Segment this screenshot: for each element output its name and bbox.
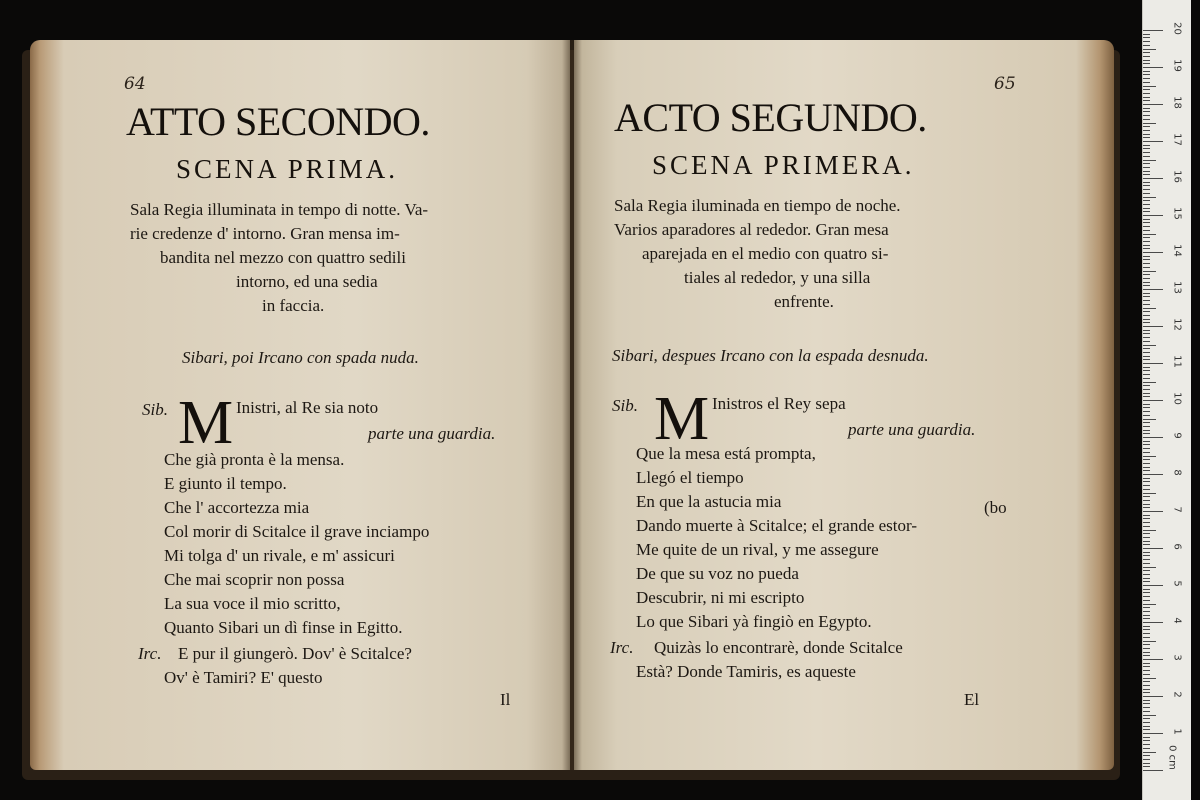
verse-line: Che mai scoprir non possa [164,570,345,589]
ruler-tick [1143,389,1150,390]
verse-line: Mi tolga d' un rivale, e m' assicuri [164,546,395,565]
ruler-label: 20 [1171,22,1183,35]
ruler-tick [1143,611,1150,612]
ruler-tick [1143,759,1150,760]
verse-line: Ov' è Tamiri? E' questo [164,668,323,687]
ruler-tick [1143,189,1150,190]
ruler-label: 2 [1171,691,1183,698]
ruler-tick [1143,489,1150,490]
verse-line: Quanto Sibari un dì finse in Egitto. [164,618,403,637]
ruler-label: 12 [1171,318,1183,331]
ruler-tick [1143,82,1150,83]
ruler-tick [1143,104,1163,105]
ruler-tick [1143,163,1150,164]
ruler-tick [1143,411,1150,412]
ruler-tick [1143,500,1150,501]
ruler-tick [1143,293,1150,294]
verse-line: Està? Donde Tamiris, es aqueste [636,662,856,681]
ruler-tick [1143,463,1150,464]
ruler-tick [1143,685,1150,686]
verse-line: Inistros el Rey sepa [712,394,846,413]
scene-heading-right: SCENA PRIMERA. [652,150,915,180]
ruler-tick [1143,574,1150,575]
ruler-tick [1143,56,1150,57]
ruler-tick [1143,763,1150,764]
measuring-ruler [1142,0,1191,800]
ruler-tick [1143,433,1150,434]
verse-line: De que su voz no pueda [636,564,799,583]
ruler-tick [1143,63,1150,64]
ruler-tick [1143,126,1150,127]
ruler-tick [1143,134,1150,135]
catchword-left: Il [500,690,511,709]
act-heading-right: ACTO SEGUNDO. [614,95,927,140]
ruler-tick [1143,348,1150,349]
ruler-tick [1143,511,1163,512]
ruler-tick [1143,326,1163,327]
ruler-tick [1143,737,1150,738]
drop-cap-left: M [178,389,234,457]
ruler-tick [1143,715,1156,716]
ruler-label: 17 [1171,133,1183,146]
ruler-tick [1143,41,1150,42]
ruler-tick [1143,137,1150,138]
ruler-tick [1143,319,1150,320]
ruler-label: 14 [1171,244,1183,257]
ruler-tick [1143,659,1163,660]
ruler-tick [1143,141,1163,142]
ruler-tick [1143,663,1150,664]
ruler-tick [1143,641,1156,642]
ruler-label: 3 [1171,654,1183,661]
ruler-tick [1143,296,1150,297]
ruler-tick [1143,45,1150,46]
ruler-tick [1143,178,1163,179]
ruler-tick [1143,248,1150,249]
ruler-tick [1143,363,1163,364]
ruler-label: 1 [1171,728,1183,735]
ruler-tick [1143,108,1150,109]
ruler-tick [1143,604,1156,605]
ruler-tick [1143,722,1150,723]
ruler-tick [1143,285,1150,286]
verse-line: E pur il giungerò. Dov' è Scitalce? [178,644,412,663]
ruler-tick [1143,533,1150,534]
ruler-tick [1143,452,1150,453]
stage-direction-line: intorno, ed una sedia [236,272,378,291]
ruler-tick [1143,256,1150,257]
ruler-tick [1143,555,1150,556]
verse-line: Me quite de un rival, y me assegure [636,540,879,559]
ruler-tick [1143,674,1150,675]
verse-line: Che già pronta è la mensa. [164,450,345,469]
ruler-tick [1143,629,1150,630]
page-number-left: 64 [124,74,146,94]
ruler-tick [1143,396,1150,397]
ruler-tick [1143,696,1163,697]
ruler-tick [1143,637,1150,638]
ruler-tick [1143,204,1150,205]
ruler-tick [1143,252,1163,253]
ruler-tick [1143,430,1150,431]
ruler-label: 5 [1171,580,1183,587]
ruler-tick [1143,444,1150,445]
ruler-tick [1143,537,1150,538]
ruler-tick [1143,34,1150,35]
ruler-tick [1143,548,1163,549]
ruler-tick [1143,308,1156,309]
ruler-tick [1143,30,1163,31]
ruler-tick [1143,633,1150,634]
ruler-tick [1143,304,1150,305]
ruler-tick [1143,729,1150,730]
stage-direction-line: enfrente. [774,292,834,311]
ruler-tick [1143,770,1163,771]
ruler-tick [1143,456,1156,457]
ruler-tick [1143,241,1150,242]
ruler-tick [1143,596,1150,597]
ruler-tick [1143,496,1150,497]
ruler-label: 0 cm [1166,745,1178,770]
ruler-tick [1143,245,1150,246]
ruler-tick [1143,518,1150,519]
ruler-tick [1143,322,1150,323]
ruler-tick [1143,167,1150,168]
ruler-tick [1143,60,1150,61]
stage-direction-line: in faccia. [262,296,325,315]
catchword-right: El [964,690,980,709]
book-gutter [562,40,582,770]
ruler-label: 7 [1171,506,1183,513]
left-page [30,40,570,770]
ruler-tick [1143,766,1150,767]
ruler-label: 10 [1171,392,1183,405]
verse-line: Dando muerte à Scitalce; el grande estor- [636,516,917,535]
ruler-tick [1143,652,1150,653]
ruler-tick [1143,330,1150,331]
ruler-tick [1143,681,1150,682]
ruler-tick [1143,71,1150,72]
ruler-tick [1143,589,1150,590]
ruler-tick [1143,467,1150,468]
ruler-tick [1143,300,1150,301]
ruler-tick [1143,67,1163,68]
ruler-tick [1143,282,1150,283]
ruler-tick [1143,200,1150,201]
ruler-tick [1143,733,1163,734]
ruler-tick [1143,315,1150,316]
ruler-label: 13 [1171,281,1183,294]
ruler-tick [1143,692,1150,693]
ruler-tick [1143,400,1163,401]
stage-direction-line: tiales al rededor, y una silla [684,268,871,287]
verse-line: Que la mesa está prompta, [636,444,816,463]
ruler-tick [1143,78,1150,79]
aside-direction: parte una guardia. [368,424,496,443]
ruler-tick [1143,274,1150,275]
act-heading-left: ATTO SECONDO. [126,99,430,144]
verse-line: Descubrir, ni mi escripto [636,588,805,607]
ruler-tick [1143,481,1150,482]
ruler-tick [1143,359,1150,360]
ruler-tick [1143,393,1150,394]
ruler-tick [1143,752,1156,753]
ruler-tick [1143,97,1150,98]
ruler-tick [1143,700,1150,701]
ruler-tick [1143,485,1150,486]
ruler-tick [1143,530,1156,531]
ruler-tick [1143,544,1150,545]
verse-line: Llegó el tiempo [636,468,744,487]
right-page [574,40,1114,770]
ruler-tick [1143,237,1150,238]
ruler-tick [1143,52,1150,53]
ruler-tick [1143,578,1150,579]
ruler-tick [1143,522,1150,523]
ruler-tick [1143,226,1150,227]
speaker-label: Sib. [142,400,168,419]
ruler-tick [1143,278,1150,279]
ruler-tick [1143,352,1150,353]
ruler-tick [1143,337,1150,338]
ruler-tick [1143,689,1150,690]
ruler-tick [1143,93,1150,94]
ruler-tick [1143,148,1150,149]
ruler-tick [1143,374,1150,375]
page-number-right: 65 [994,74,1016,94]
ruler-tick [1143,289,1163,290]
ruler-tick [1143,185,1150,186]
ruler-tick [1143,271,1156,272]
ruler-tick [1143,89,1150,90]
stage-direction-line: Sala Regia illuminata in tempo di notte. Va- [130,200,429,219]
ruler-label: 18 [1171,96,1183,109]
ruler-tick [1143,49,1156,50]
ruler-tick [1143,615,1150,616]
ruler-tick [1143,655,1150,656]
ruler-tick [1143,382,1156,383]
ruler-tick [1143,567,1156,568]
ruler-tick [1143,744,1150,745]
verse-line: Che l' accortezza mia [164,498,310,517]
ruler-tick [1143,670,1150,671]
ruler-tick [1143,592,1150,593]
ruler-tick [1143,111,1150,112]
drop-cap-right: M [654,385,710,453]
ruler-tick [1143,341,1150,342]
ruler-tick [1143,648,1150,649]
characters-line-left: Sibari, poi Ircano con spada nuda. [182,348,419,367]
speaker-label: Irc. [138,644,162,663]
ruler-tick [1143,182,1150,183]
ruler-tick [1143,515,1150,516]
ruler-tick [1143,552,1150,553]
verse-line: Lo que Sibari yà fingiò en Egypto. [636,612,872,631]
ruler-tick [1143,345,1156,346]
ruler-tick [1143,441,1150,442]
ruler-tick [1143,259,1150,260]
verse-line: La sua voce il mio scritto, [164,594,341,613]
ruler-label: 19 [1171,59,1183,72]
ruler-tick [1143,718,1150,719]
characters-line-right: Sibari, despues Ircano con la espada desnuda. [612,346,929,365]
ruler-tick [1143,215,1163,216]
ruler-tick [1143,171,1150,172]
ruler-tick [1143,740,1150,741]
stage-direction-line: Varios aparadores al rededor. Gran mesa [614,220,889,239]
ruler-label: 4 [1171,617,1183,624]
ruler-tick [1143,100,1150,101]
ruler-tick [1143,407,1150,408]
ruler-tick [1143,356,1150,357]
ruler-tick [1143,581,1150,582]
stage-direction-line: Sala Regia iluminada en tiempo de noche. [614,196,901,215]
ruler-tick [1143,404,1150,405]
ruler-tick [1143,622,1163,623]
speaker-label: Irc. [610,638,634,657]
ruler-tick [1143,86,1156,87]
ruler-tick [1143,470,1150,471]
ruler-tick [1143,193,1150,194]
ruler-tick [1143,222,1150,223]
ruler-tick [1143,378,1150,379]
ruler-tick [1143,422,1150,423]
stage-direction-line: rie credenze d' intorno. Gran mensa im- [130,224,400,243]
ruler-tick [1143,130,1150,131]
ruler-tick [1143,607,1150,608]
ruler-tick [1143,448,1150,449]
ruler-tick [1143,526,1150,527]
ruler-tick [1143,367,1150,368]
ruler-tick [1143,504,1150,505]
ruler-tick [1143,156,1150,157]
ruler-tick [1143,703,1150,704]
ruler-tick [1143,474,1163,475]
ruler-tick [1143,493,1156,494]
ruler-tick [1143,123,1156,124]
ruler-tick [1143,755,1150,756]
ruler-tick [1143,748,1150,749]
ruler-tick [1143,415,1150,416]
ruler-tick [1143,711,1150,712]
ruler-tick [1143,234,1156,235]
speaker-label: Sib. [612,396,638,415]
ruler-tick [1143,563,1150,564]
aside-direction: parte una guardia. [848,420,976,439]
ruler-label: 15 [1171,207,1183,220]
verse-line: En que la astucia mia [636,492,782,511]
ruler-tick [1143,333,1150,334]
ruler-label: 6 [1171,543,1183,550]
verse-line: Inistri, al Re sia noto [236,398,379,417]
ruler-tick [1143,478,1150,479]
ruler-tick [1143,541,1150,542]
ruler-tick [1143,707,1150,708]
ruler-label: 9 [1171,432,1183,439]
stage-direction-line: bandita nel mezzo con quattro sedili [160,248,406,267]
ruler-tick [1143,37,1150,38]
ruler-tick [1143,559,1150,560]
ruler-tick [1143,152,1150,153]
ruler-tick [1143,174,1150,175]
ruler-tick [1143,507,1150,508]
ruler-tick [1143,678,1156,679]
ruler-tick [1143,385,1150,386]
bracket-word: (bo [984,498,1007,517]
ruler-tick [1143,230,1150,231]
ruler-tick [1143,419,1156,420]
ruler-tick [1143,600,1150,601]
verse-line: E giunto il tempo. [164,474,287,493]
ruler-tick [1143,267,1150,268]
ruler-tick [1143,263,1150,264]
ruler-tick [1143,570,1150,571]
ruler-tick [1143,74,1150,75]
ruler-tick [1143,370,1150,371]
ruler-tick [1143,219,1150,220]
ruler-label: 11 [1171,355,1183,368]
stage-direction-line: aparejada en el medio con quatro si- [642,244,889,263]
ruler-tick [1143,208,1150,209]
ruler-tick [1143,311,1150,312]
verse-line: Col morir di Scitalce il grave inciampo [164,522,430,541]
ruler-tick [1143,160,1156,161]
ruler-tick [1143,437,1163,438]
ruler-tick [1143,211,1150,212]
ruler-tick [1143,197,1156,198]
ruler-tick [1143,626,1150,627]
ruler-tick [1143,426,1150,427]
ruler-tick [1143,618,1150,619]
verse-line: Quizàs lo encontrarè, donde Scitalce [654,638,903,657]
ruler-tick [1143,666,1150,667]
ruler-tick [1143,585,1163,586]
ruler-tick [1143,115,1150,116]
ruler-tick [1143,459,1150,460]
ruler-tick [1143,644,1150,645]
ruler-label: 8 [1171,469,1183,476]
ruler-tick [1143,145,1150,146]
ruler-tick [1143,119,1150,120]
scene-heading-left: SCENA PRIMA. [176,154,399,184]
ruler-label: 16 [1171,170,1183,183]
ruler-tick [1143,726,1150,727]
